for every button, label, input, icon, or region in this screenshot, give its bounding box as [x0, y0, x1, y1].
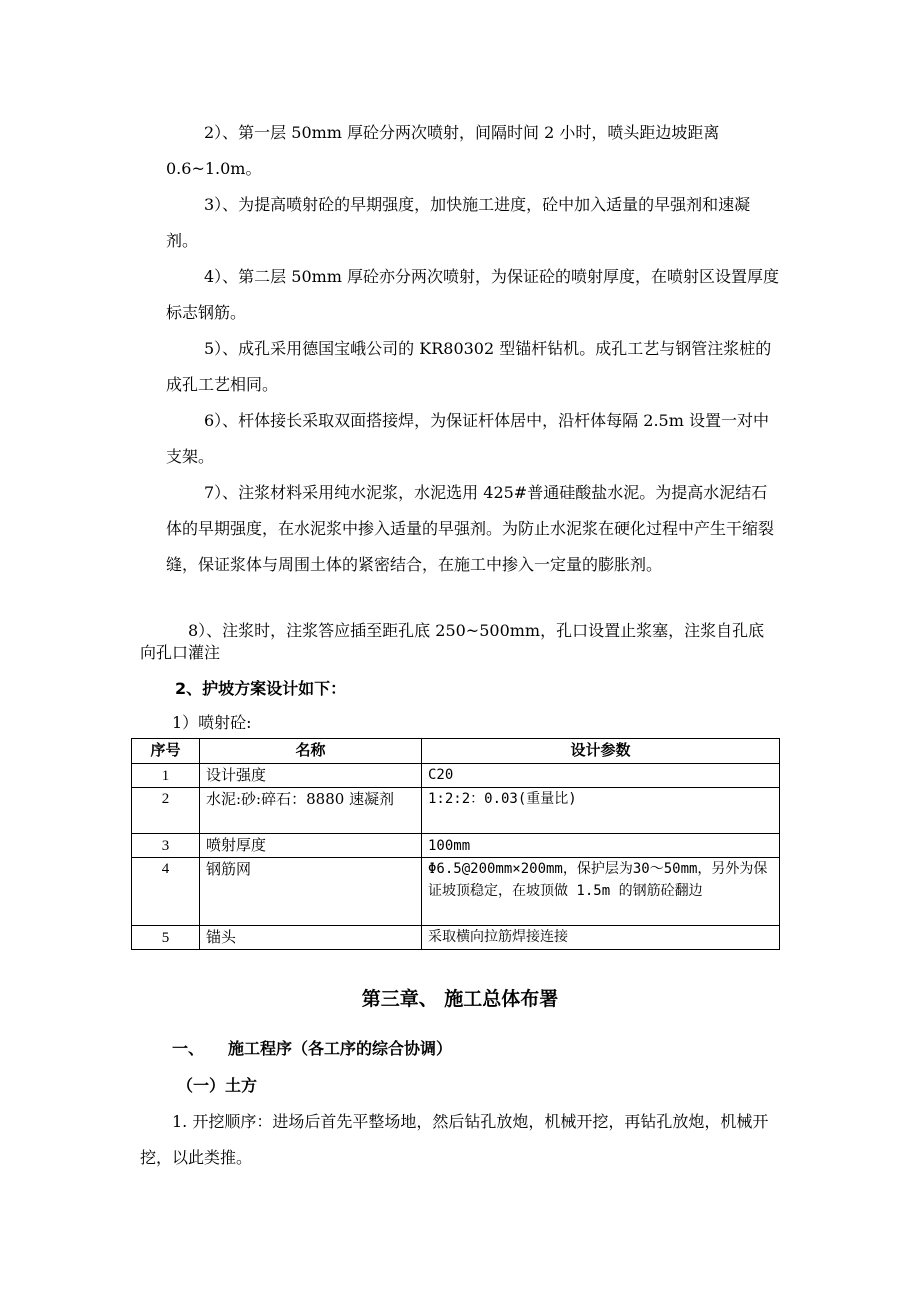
paragraph-2-text: 2）、第一层 50mm 厚砼分两次喷射，间隔时间 2 小时，喷头距边坡距离 0.6~1.0m。 [166, 123, 720, 178]
row-no: 1 [132, 764, 200, 788]
header-no: 序号 [132, 739, 200, 764]
section-2-heading: 2、护坡方案设计如下： [175, 679, 347, 698]
table-row [132, 858, 780, 926]
row-name: 水泥:砂:碎石：8880 速凝剂 [200, 788, 422, 834]
paragraph-8 [140, 620, 780, 664]
item-1-excavation-order [140, 1104, 782, 1176]
row-name: 钢筋网 [200, 858, 422, 926]
table-row [132, 764, 780, 788]
row-name: 设计强度 [200, 764, 422, 788]
paragraph-5-text: 5）、成孔采用德国宝峨公司的 KR80302 型锚杆钻机。成孔工艺与钢管注浆桩的成孔工艺相同。 [166, 339, 772, 394]
row-no: 4 [132, 858, 200, 926]
paragraph-7-text: 7）、注浆材料采用纯水泥浆，水泥选用 425#普通硅酸盐水泥。为提高水泥结石体的早期强度，在水泥浆中掺入适量的早强剂。为防止水泥浆在硬化过程中产生干缩裂缝，保证浆体与周围土体的紧密结合，在施工中掺入一定量的膨胀剂。 [166, 483, 775, 574]
paragraph-2 [166, 115, 782, 187]
table-row [132, 834, 780, 858]
paragraph-7 [166, 475, 782, 583]
paragraph-6-text: 6）、杆体接长采取双面搭接焊，为保证杆体居中，沿杆体每隔 2.5m 设置一对中支架。 [166, 411, 769, 466]
paragraph-5 [166, 331, 782, 403]
chapter-title: 第三章、 施工总体布署 [361, 988, 559, 1010]
row-param: 1:2:2：0.03(重量比) [422, 788, 780, 834]
paragraph-3-text: 3）、为提高喷射砼的早期强度，加快施工进度，砼中加入适量的早强剂和速凝剂。 [166, 195, 751, 250]
paragraph-3 [166, 187, 782, 259]
row-no: 3 [132, 834, 200, 858]
shotcrete-params-table [131, 738, 780, 950]
paragraph-8-text: 8）、注浆时，注浆答应插至距孔底 250~500mm，孔口设置止浆塞，注浆自孔底向孔口灌注 [140, 621, 765, 662]
row-param: 100mm [422, 834, 780, 858]
row-param: 采取横向拉筋焊接连接 [422, 926, 780, 950]
paragraph-4-text: 4）、第二层 50mm 厚砼亦分两次喷射，为保证砼的喷射厚度，在喷射区设置厚度标志钢筋。 [166, 267, 780, 322]
table-row [132, 788, 780, 834]
header-name: 名称 [200, 739, 422, 764]
subsection-earthwork: （一）土方 [177, 1076, 258, 1095]
table-header-row [132, 739, 780, 764]
subheading-shotcrete: 1）喷射砼: [172, 713, 252, 732]
item-1-text: 1. 开挖顺序：进场后首先平整场地，然后钻孔放炮，机械开挖，再钻孔放炮，机械开挖，以此类推。 [140, 1112, 769, 1167]
table-row [132, 926, 780, 950]
row-name: 喷射厚度 [200, 834, 422, 858]
section-one-number: 一、 [172, 1039, 205, 1058]
section-one-title: 施工程序（各工序的综合协调） [228, 1039, 453, 1058]
row-name: 锚头 [200, 926, 422, 950]
paragraph-4 [166, 259, 782, 331]
header-param: 设计参数 [422, 739, 780, 764]
row-param: Φ6.5@200mm×200mm，保护层为30～50mm，另外为保证坡顶稳定，在坡顶做 1.5m 的钢筋砼翻边 [422, 858, 780, 926]
row-no: 2 [132, 788, 200, 834]
row-no: 5 [132, 926, 200, 950]
row-param: C20 [422, 764, 780, 788]
paragraph-6 [166, 403, 782, 475]
